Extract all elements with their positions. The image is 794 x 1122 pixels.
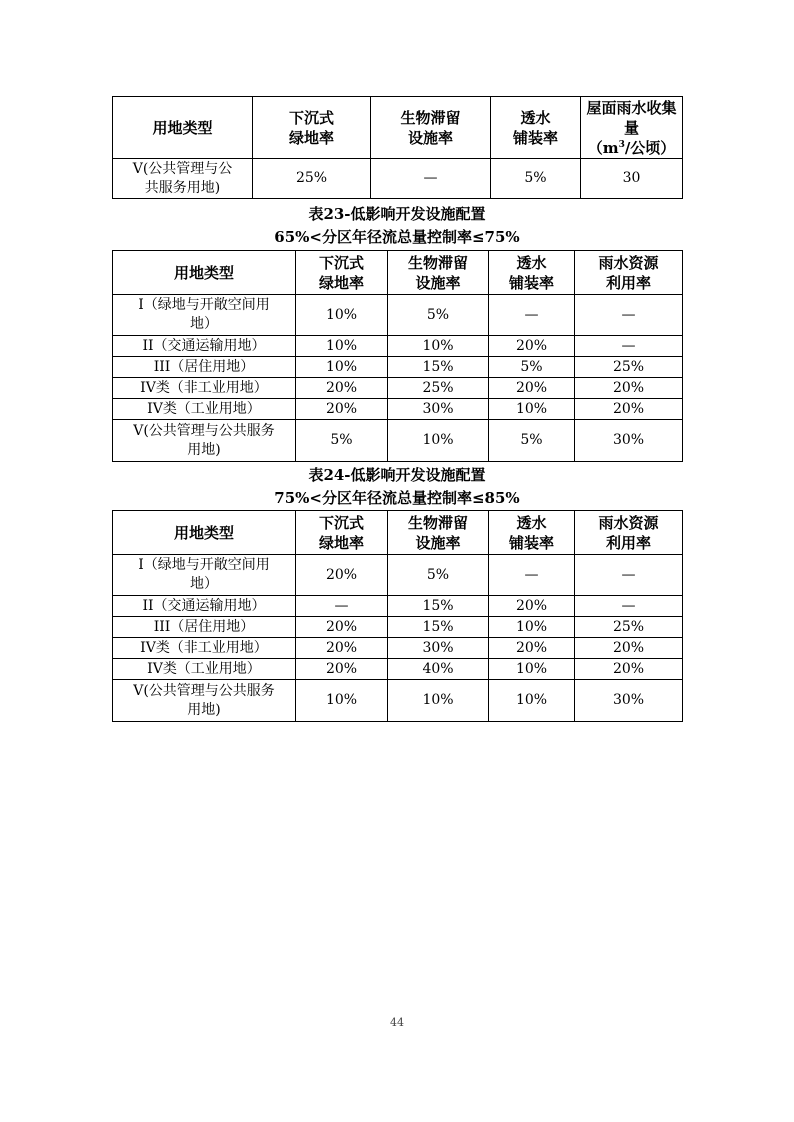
header-bioretention: 生物滞留 设施率 — [371, 97, 491, 159]
table-1 — [112, 96, 683, 199]
table-3-subtitle: 75%<分区年径流总量控制率≤85% — [274, 489, 520, 507]
cell-value: 25% — [575, 617, 683, 638]
cell-value: — — [575, 295, 683, 336]
cell-value: 10% — [296, 680, 388, 722]
cell-land-type: IV类（工业用地） — [113, 399, 296, 420]
cell-value: 15% — [388, 596, 489, 617]
table-1-header-row — [113, 97, 683, 159]
cell-value: 20% — [575, 638, 683, 659]
cell-value: 10% — [296, 336, 388, 357]
cell-value: 20% — [296, 555, 388, 596]
cell-value: 5% — [489, 420, 575, 462]
cell-value: — — [575, 555, 683, 596]
cell-value: 20% — [489, 378, 575, 399]
cell-value: 5% — [296, 420, 388, 462]
table-2 — [112, 250, 683, 462]
cell-value: 10% — [489, 617, 575, 638]
cell-land-type: V(公共管理与公共服务 用地) — [113, 420, 296, 462]
cell-land-type: IV类（非工业用地） — [113, 638, 296, 659]
cell-value: 25% — [575, 357, 683, 378]
cell-land-type: IV类（工业用地） — [113, 659, 296, 680]
cell-land-type: V(公共管理与公共服务 用地) — [113, 680, 296, 722]
table-row — [113, 596, 683, 617]
cell-value: 30% — [575, 680, 683, 722]
table-3 — [112, 510, 683, 722]
cell-value: 30% — [388, 638, 489, 659]
table-row — [113, 680, 683, 722]
cell-value: 5% — [489, 357, 575, 378]
table-row — [113, 295, 683, 336]
cell-value: 20% — [575, 659, 683, 680]
header-bioretention: 生物滞留 设施率 — [388, 511, 489, 555]
header-roof-rainwater: 屋面雨水收集 量 （$m^3/$公顷） — [581, 97, 683, 159]
table-row — [113, 357, 683, 378]
table-row — [113, 420, 683, 462]
cell-value: 30% — [575, 420, 683, 462]
cell-value: — — [371, 159, 491, 199]
cell-land-type: II（交通运输用地） — [113, 336, 296, 357]
cell-value: 20% — [575, 378, 683, 399]
cell-value: 20% — [296, 638, 388, 659]
cell-value: 20% — [489, 596, 575, 617]
cell-value: 20% — [296, 399, 388, 420]
table-3-title: 表24-低影响开发设施配置 — [308, 466, 486, 484]
cell-value: 15% — [388, 357, 489, 378]
cell-value: — — [296, 596, 388, 617]
table-2-subtitle: 65%<分区年径流总量控制率≤75% — [274, 228, 520, 246]
header-rain-utilization: 雨水资源 利用率 — [575, 511, 683, 555]
cell-land-type: IV类（非工业用地） — [113, 378, 296, 399]
cell-value: 20% — [489, 336, 575, 357]
cell-land-type: III（居住用地） — [113, 617, 296, 638]
table-row — [113, 336, 683, 357]
header-land-type: 用地类型 — [113, 251, 296, 295]
cell-land-type: II（交通运输用地） — [113, 596, 296, 617]
cell-value: 5% — [388, 555, 489, 596]
cell-value: 25% — [388, 378, 489, 399]
table-row — [113, 399, 683, 420]
header-sunken-green: 下沉式 绿地率 — [296, 251, 388, 295]
cell-value: 20% — [575, 399, 683, 420]
header-permeable-paving: 透水 铺装率 — [489, 251, 575, 295]
cell-value: 20% — [296, 617, 388, 638]
cell-value: 10% — [489, 399, 575, 420]
cell-value: 40% — [388, 659, 489, 680]
cell-value: — — [489, 295, 575, 336]
cell-value: 15% — [388, 617, 489, 638]
cell-land-type: I（绿地与开敞空间用 地） — [113, 295, 296, 336]
cell-value: 5% — [388, 295, 489, 336]
cell-value: 25% — [253, 159, 371, 199]
header-land-type: 用地类型 — [113, 511, 296, 555]
header-bioretention: 生物滞留 设施率 — [388, 251, 489, 295]
cell-land-type: I（绿地与开敞空间用 地） — [113, 555, 296, 596]
cell-land-type: V(公共管理与公 共服务用地) — [113, 159, 253, 199]
cell-value: — — [489, 555, 575, 596]
cell-value: 20% — [489, 638, 575, 659]
cell-value: 20% — [296, 378, 388, 399]
table-row — [113, 378, 683, 399]
cell-value: 10% — [388, 336, 489, 357]
table-2-title: 表23-低影响开发设施配置 — [308, 205, 486, 223]
table-row — [113, 659, 683, 680]
header-permeable-paving: 透水 铺装率 — [491, 97, 581, 159]
page-number: 44 — [390, 1016, 404, 1029]
header-sunken-green: 下沉式 绿地率 — [253, 97, 371, 159]
table-row — [113, 159, 683, 199]
header-sunken-green: 下沉式 绿地率 — [296, 511, 388, 555]
table-row — [113, 617, 683, 638]
cell-value: 10% — [296, 295, 388, 336]
cell-land-type: III（居住用地） — [113, 357, 296, 378]
cell-value: 10% — [388, 680, 489, 722]
cell-value: 10% — [489, 659, 575, 680]
cell-value: 10% — [296, 357, 388, 378]
cell-value: 10% — [388, 420, 489, 462]
cell-value: 30 — [581, 159, 683, 199]
header-permeable-paving: 透水 铺装率 — [489, 511, 575, 555]
header-rain-utilization: 雨水资源 利用率 — [575, 251, 683, 295]
table-2-header-row — [113, 251, 683, 295]
table-row — [113, 638, 683, 659]
table-3-header-row — [113, 511, 683, 555]
cell-value: 20% — [296, 659, 388, 680]
cell-value: 30% — [388, 399, 489, 420]
cell-value: — — [575, 336, 683, 357]
table-row — [113, 555, 683, 596]
cell-value: 10% — [489, 680, 575, 722]
header-land-type: 用地类型 — [113, 97, 253, 159]
cell-value: 5% — [491, 159, 581, 199]
cell-value: — — [575, 596, 683, 617]
